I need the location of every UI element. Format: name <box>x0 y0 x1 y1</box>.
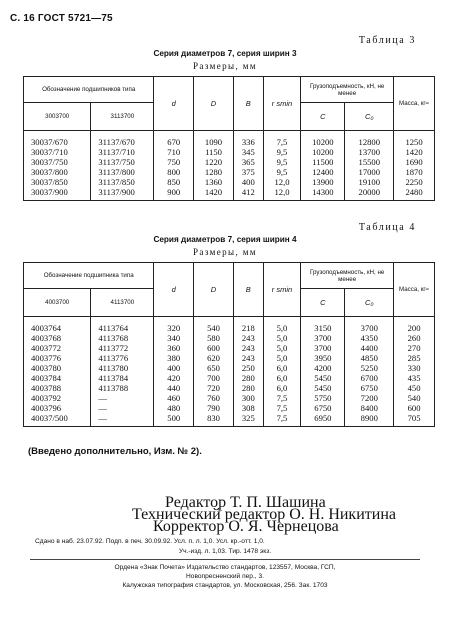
table-cell: 31137/900 <box>98 187 135 197</box>
table3-head-D: D <box>194 77 234 131</box>
table-cell: 4003796 <box>31 403 62 413</box>
table-cell: 5250 <box>360 363 378 373</box>
table-cell: 4003784 <box>31 373 62 383</box>
table-cell: 4113772 <box>98 343 129 353</box>
table-cell: 4200 <box>314 363 332 373</box>
table-cell: 1870 <box>405 167 423 177</box>
table-cell: 6,0 <box>276 363 288 373</box>
table-cell: 760 <box>207 393 220 403</box>
table-cell: 4003788 <box>31 383 62 393</box>
table-cell: 7200 <box>360 393 378 403</box>
table-cell: 3700 <box>360 323 378 333</box>
table-cell: 5450 <box>314 383 332 393</box>
table3-head-designation: Обозначение подшипников типа <box>24 77 154 103</box>
table4-col-r <box>263 317 301 427</box>
table-cell: — <box>98 403 107 413</box>
table-cell: 412 <box>241 187 255 197</box>
table-cell: 31137/750 <box>98 157 135 167</box>
table4-col-C <box>301 317 345 427</box>
table-cell: 4113768 <box>98 333 129 343</box>
table-cell: 1220 <box>204 157 223 167</box>
table-cell: 260 <box>407 333 421 343</box>
table-cell: 3950 <box>314 353 332 363</box>
table-cell: 325 <box>241 413 255 423</box>
table4-col-type1 <box>24 317 91 427</box>
table-cell: 40037/500 <box>31 413 68 423</box>
table-cell: 720 <box>207 383 220 393</box>
table-cell: 4850 <box>360 353 378 363</box>
table-cell: 4113788 <box>98 383 129 393</box>
table-cell: 3700 <box>314 333 332 343</box>
table-cell: 9,5 <box>276 147 288 157</box>
table-cell: 345 <box>241 147 255 157</box>
table3-head-d: d <box>154 77 194 131</box>
table-cell: 705 <box>407 413 421 423</box>
table4-title: Серия диаметров 7, серия ширин 4 <box>153 235 297 244</box>
table-cell: 285 <box>407 353 421 363</box>
table-cell: 8400 <box>360 403 378 413</box>
table-cell: 375 <box>241 167 255 177</box>
table-cell: 440 <box>167 383 181 393</box>
table-cell: 4003764 <box>31 323 62 333</box>
table-cell: 7,5 <box>276 413 288 423</box>
table-cell: 360 <box>167 343 181 353</box>
table-cell: 5,0 <box>276 333 288 343</box>
credit-corrector: Корректор О. Я. Чернецова <box>153 518 339 535</box>
table-cell: 4113776 <box>98 353 129 363</box>
table3-head-type2: 3113700 <box>91 103 154 131</box>
table-cell: 30037/900 <box>31 187 68 197</box>
table-cell: 10200 <box>312 147 334 157</box>
imprint-line-2: Уч.-изд. л. 1,03. Тир. 1478 экз. <box>178 548 272 555</box>
table-cell: 4003776 <box>31 353 62 363</box>
table-cell: 30037/670 <box>31 137 68 147</box>
table-cell: 30037/710 <box>31 147 68 157</box>
table4-col-D <box>194 317 234 427</box>
imprint-line-1: Сдано в наб. 23.07.92. Подп. в печ. 30.09.92. Усл. п. л. 1,0. Усл. кр.-отт. 1,0. <box>35 538 265 545</box>
table-cell: 365 <box>241 157 255 167</box>
table-cell: 7,5 <box>276 393 288 403</box>
table-cell: 11500 <box>312 157 334 167</box>
table-cell: 1250 <box>405 137 423 147</box>
table-cell: 4400 <box>360 343 378 353</box>
table-cell: 5,0 <box>276 353 288 363</box>
table-cell: 1420 <box>405 147 423 157</box>
imprint-line-5: Калужская типография стандартов, ул. Московская, 256. Зак. 1703 <box>122 582 328 589</box>
table-cell: 3150 <box>314 323 332 333</box>
table-cell: 4003768 <box>31 333 62 343</box>
credit-editor: Редактор Т. П. Шашина <box>165 494 326 511</box>
table4-subtitle: Размеры, мм <box>193 247 257 257</box>
table4-head-designation: Обозначение подшипника типа <box>24 263 154 289</box>
table-cell: 280 <box>241 383 255 393</box>
table-cell: 14300 <box>312 187 334 197</box>
table-cell: 6950 <box>314 413 332 423</box>
table-cell: — <box>98 413 107 423</box>
table4-col-C0 <box>345 317 394 427</box>
table-cell: 19100 <box>358 177 380 187</box>
table-cell: 1690 <box>405 157 423 167</box>
table-cell: 12800 <box>358 137 380 147</box>
table-cell: 400 <box>167 363 181 373</box>
table-cell: 243 <box>241 353 255 363</box>
table-cell: 30037/750 <box>31 157 68 167</box>
table-cell: 320 <box>167 323 181 333</box>
table-cell: 12400 <box>312 167 334 177</box>
table4-col-mass <box>394 317 435 427</box>
table-cell: 4350 <box>360 333 378 343</box>
table-cell: 200 <box>407 323 421 333</box>
table4-head-C: C <box>301 289 345 317</box>
table3-head-load: Грузоподъемность, кН, не менее <box>301 77 394 103</box>
table3-head-C0: C₀ <box>345 103 394 131</box>
table-cell: 13900 <box>312 177 334 187</box>
table-cell: 12,0 <box>274 187 290 197</box>
table-cell: 600 <box>407 403 421 413</box>
table-cell: 7,5 <box>276 403 288 413</box>
table-cell: 5750 <box>314 393 332 403</box>
table-cell: 4113764 <box>98 323 129 333</box>
table-cell: 15500 <box>358 157 380 167</box>
table4-head-load: Грузоподъемность, кН, не менее <box>301 263 394 289</box>
table-cell: 750 <box>167 157 181 167</box>
table4-head-B: B <box>233 263 263 317</box>
table-cell: 1090 <box>204 137 223 147</box>
table-cell: 280 <box>241 373 255 383</box>
table-cell: 6750 <box>314 403 332 413</box>
table-cell: 6,0 <box>276 373 288 383</box>
table3-col-type2 <box>91 131 154 201</box>
table3-head-mass: Масса, кг≈ <box>394 77 435 131</box>
table-cell: 8900 <box>360 413 378 423</box>
table-cell: 1280 <box>204 167 223 177</box>
table-cell: 300 <box>241 393 255 403</box>
table-cell: 6700 <box>360 373 378 383</box>
table-cell: 4003792 <box>31 393 62 403</box>
table-cell: 5,0 <box>276 343 288 353</box>
table-cell: 31137/850 <box>98 177 135 187</box>
table-cell: 460 <box>167 393 181 403</box>
table4-head-mass: Масса, кг≈ <box>394 263 435 317</box>
table-cell: 2480 <box>405 187 423 197</box>
table-cell: 670 <box>167 137 181 147</box>
table-cell: 243 <box>241 343 255 353</box>
table4 <box>23 262 435 427</box>
table-cell: 800 <box>167 167 181 177</box>
table-cell: 31137/710 <box>98 147 135 157</box>
table-cell: 850 <box>167 177 181 187</box>
table3 <box>23 76 435 201</box>
credit-tech-editor: Технический редактор О. Н. Никитина <box>132 506 396 523</box>
table3-col-r <box>263 131 301 201</box>
table3-col-D <box>194 131 234 201</box>
table-cell: 4113784 <box>98 373 129 383</box>
imprint-line-3: Ордена «Знак Почета» Издательство стандартов, 123557, Москва, ГСП, <box>114 564 336 571</box>
table-cell: 830 <box>207 413 220 423</box>
table4-head-type1: 4003700 <box>24 289 91 317</box>
table3-head-B: B <box>233 77 263 131</box>
table-cell: 330 <box>407 363 421 373</box>
table4-label: Таблица 4 <box>358 222 416 233</box>
table-cell: 500 <box>167 413 181 423</box>
table3-label: Таблица 3 <box>358 35 416 46</box>
page-header: С. 16 ГОСТ 5721—75 <box>10 13 113 24</box>
table-cell: 600 <box>207 343 220 353</box>
table-cell: 1150 <box>205 147 222 157</box>
table-cell: 250 <box>241 363 255 373</box>
table3-head-r: r smin <box>263 77 301 131</box>
amendment-note: (Введено дополнительно, Изм. № 2). <box>28 446 202 457</box>
table-cell: 218 <box>241 323 255 333</box>
table-cell: 2250 <box>405 177 423 187</box>
table-cell: 13700 <box>358 147 380 157</box>
table-cell: 790 <box>207 403 220 413</box>
table3-col-B <box>233 131 263 201</box>
table-cell: 380 <box>167 353 181 363</box>
table3-title: Серия диаметров 7, серия ширин 3 <box>153 49 297 58</box>
table-cell: 5450 <box>314 373 332 383</box>
table-cell: 400 <box>241 177 255 187</box>
table-cell: 7,5 <box>276 137 288 147</box>
table-cell: 6750 <box>360 383 378 393</box>
table3-head-type1: 3003700 <box>24 103 91 131</box>
table-cell: 3700 <box>314 343 332 353</box>
table3-col-d <box>154 131 194 201</box>
table-cell: 420 <box>167 373 181 383</box>
table-cell: 900 <box>167 187 181 197</box>
table3-head-C: C <box>301 103 345 131</box>
table-cell: 1360 <box>204 177 223 187</box>
table-cell: 9,5 <box>276 157 288 167</box>
imprint-line-4: Новопресненский пер., 3. <box>186 573 264 580</box>
table-cell: 710 <box>167 147 181 157</box>
table3-col-type1 <box>24 131 91 201</box>
table-cell: 336 <box>241 137 255 147</box>
table4-head-d: d <box>154 263 194 317</box>
table-cell: 450 <box>407 383 421 393</box>
table3-col-C0 <box>345 131 394 201</box>
table-cell: 9,5 <box>276 167 288 177</box>
table-cell: 620 <box>207 353 220 363</box>
table-cell: 480 <box>167 403 181 413</box>
table-cell: 308 <box>241 403 255 413</box>
table-cell: 435 <box>407 373 421 383</box>
table-cell: 580 <box>207 333 220 343</box>
table-cell: 4003772 <box>31 343 62 353</box>
table4-head-type2: 4113700 <box>91 289 154 317</box>
table-cell: 30037/800 <box>31 167 68 177</box>
table-cell: 17000 <box>358 167 380 177</box>
table-cell: 1420 <box>204 187 223 197</box>
table-cell: 270 <box>407 343 421 353</box>
table4-col-type2 <box>91 317 154 427</box>
table-cell: 243 <box>241 333 255 343</box>
table3-col-C <box>301 131 345 201</box>
table3-subtitle: Размеры, мм <box>193 61 257 71</box>
table-cell: 31137/670 <box>98 137 135 147</box>
table4-col-d <box>154 317 194 427</box>
table-cell: 30037/850 <box>31 177 68 187</box>
table-cell: 12,0 <box>274 177 290 187</box>
table-cell: 700 <box>207 373 220 383</box>
table-cell: 5,0 <box>276 323 288 333</box>
table-cell: — <box>98 393 107 403</box>
imprint-divider <box>30 559 420 560</box>
table-cell: 31137/800 <box>98 167 135 177</box>
table-cell: 20000 <box>358 187 380 197</box>
table-cell: 6,0 <box>276 383 288 393</box>
table-cell: 650 <box>207 363 220 373</box>
table4-head-r: r smin <box>263 263 301 317</box>
table-cell: 340 <box>167 333 181 343</box>
table-cell: 4003780 <box>31 363 62 373</box>
table-cell: 10200 <box>312 137 334 147</box>
table3-col-mass <box>394 131 435 201</box>
table-cell: 4113780 <box>98 363 129 373</box>
table-cell: 540 <box>407 393 421 403</box>
table-cell: 540 <box>207 323 220 333</box>
table4-col-B <box>233 317 263 427</box>
table4-head-D: D <box>194 263 234 317</box>
table4-head-C0: C₀ <box>345 289 394 317</box>
